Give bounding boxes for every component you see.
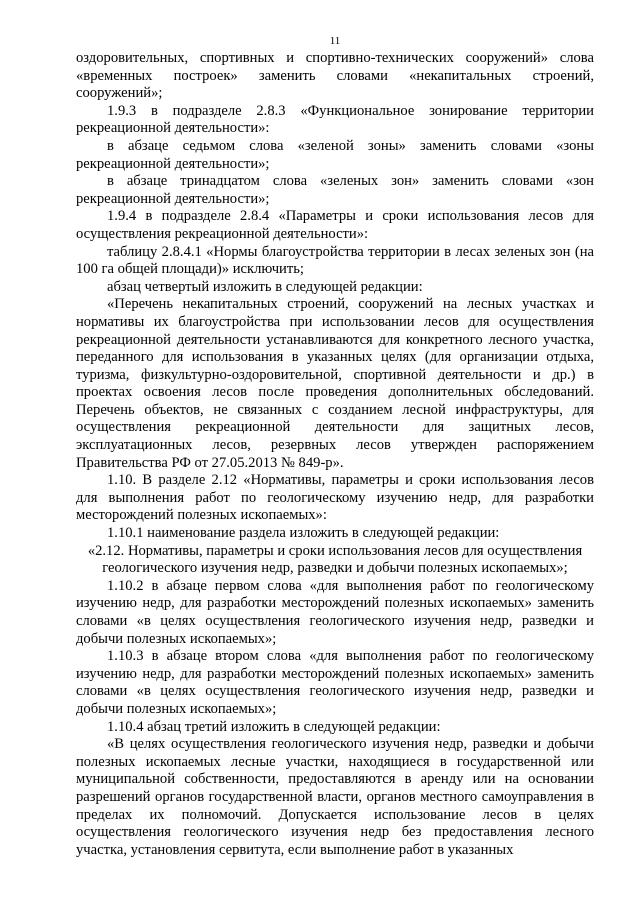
- paragraph-continuation: оздоровительных, спортивных и спортивно-технических сооружений» слова «временных построек» заменить словами «некапитальных строений, сооружений»;: [76, 50, 594, 102]
- paragraph-1-10: 1.10. В разделе 2.12 «Нормативы, параметры и сроки использования лесов для выполнения работ по геологическому изучению недр, для разработки месторождений полезных ископаемых»:: [76, 472, 594, 524]
- paragraph-1-9-4: 1.9.4 в подразделе 2.8.4 «Параметры и сроки использования лесов для осуществления рекреационной деятельности»:: [76, 208, 594, 242]
- paragraph-quoted-list: «Перечень некапитальных строений, сооружений на лесных участках и нормативы их благоустройства при использовании лесов для осуществления рекреационной деятельности устанавливаются для конкретного лесного участка, переданного для использования в указанных целях (для организации отдыха, туризма, физкультурно-оздоровительной, спортивной деятельности и др.) в проектах освоения лесов после проведения дополнительных обследований. Перечень объектов, не связанных с созданием лесной инфраструктуры, для осуществления рекреационной деятельности для защитных лесов, эксплуатационных лесов, резервных лесов утвержден распоряжением Правительства РФ от 27.05.2013 № 849-р».: [76, 296, 594, 471]
- page-number: 11: [329, 35, 341, 47]
- paragraph-1-10-2: 1.10.2 в абзаце первом слова «для выполнения работ по геологическому изучению недр, для разработки месторождений полезных ископаемых» заменить словами «в целях осуществления геологического изучения недр, разведки и добычи полезных ископаемых»;: [76, 577, 594, 647]
- paragraph-1-10-4: 1.10.4 абзац третий изложить в следующей редакции:: [107, 718, 441, 735]
- paragraph-quoted-geology: «В целях осуществления геологического изучения недр, разведки и добычи полезных ископаемых лесные участки, находящиеся в государственной или муниципальной собственности, предоставляются в аренду или на основании разрешений органов государственной власти, органов местного самоуправления в пределах их полномочий. Допускается использование лесов в целях осуществления геологического изучения недр без предоставления лесного участка, установления сервитута, если выполнение работ в указанных: [76, 736, 594, 858]
- document-body: [76, 50, 594, 859]
- paragraph-table-removal: таблицу 2.8.4.1 «Нормы благоустройства территории в лесах зеленых зон (на 100 га общей площади)» исключить;: [76, 243, 594, 278]
- paragraph-1-10-1: 1.10.1 наименование раздела изложить в следующей редакции:: [107, 525, 500, 542]
- paragraph-1-10-3: 1.10.3 в абзаце втором слова «для выполнения работ по геологическому изучению недр, для разработки месторождений полезных ископаемых» заменить словами «в целях осуществления геологического изучения недр, разведки и добычи полезных ископаемых»;: [76, 648, 594, 717]
- paragraph-section-title: «2.12. Нормативы, параметры и сроки использования лесов для осуществления геологического изучения недр, разведки и добычи полезных ископаемых»;: [87, 542, 583, 577]
- paragraph-thirteenth-abzac: в абзаце тринадцатом слова «зеленых зон» заменить словами «зон рекреационной деятельности»;: [76, 173, 594, 207]
- paragraph-fourth-abzac: абзац четвертый изложить в следующей редакции:: [107, 278, 423, 295]
- paragraph-seventh-abzac: в абзаце седьмом слова «зеленой зоны» заменить словами «зоны рекреационной деятельности»;: [76, 137, 594, 172]
- paragraph-1-9-3: 1.9.3 в подразделе 2.8.3 «Функциональное зонирование территории рекреационной деятельности»:: [76, 102, 594, 137]
